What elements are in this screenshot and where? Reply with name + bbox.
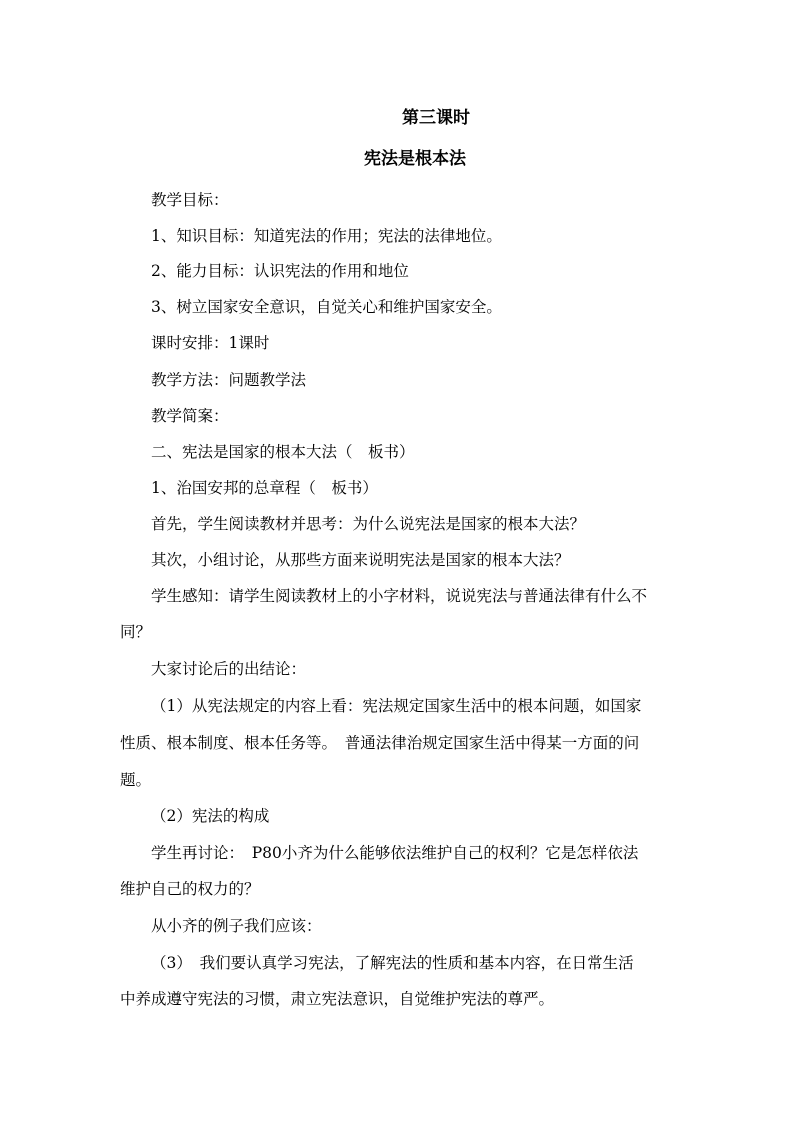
subsection-heading: 1、治国安邦的总章程（ 板书）	[151, 479, 378, 497]
teaching-method: 教学方法：问题教学法	[151, 371, 307, 389]
teaching-outline-heading: 教学简案：	[151, 407, 229, 425]
paragraph-line: （2）宪法的构成	[151, 807, 270, 825]
paragraph-line: 大家讨论后的出结论：	[151, 660, 307, 678]
section-heading: 二、宪法是国家的根本大法（ 板书）	[151, 443, 415, 461]
lesson-subtitle: 宪法是根本法	[364, 149, 466, 169]
paragraph-line: 学生再讨论： P80小齐为什么能够依法维护自己的权利？它是怎样依法	[151, 844, 639, 862]
objective-knowledge: 1、知识目标：知道宪法的作用；宪法的法律地位。	[151, 227, 502, 245]
paragraph-line: 首先，学生阅读教材并思考：为什么说宪法是国家的根本大法？	[151, 515, 586, 533]
paragraph-line: （1）从宪法规定的内容上看：宪法规定国家生活中的根本问题，如国家	[151, 697, 642, 715]
paragraph-line: 维护自己的权力的？	[120, 880, 260, 898]
paragraph-line: 题。	[120, 771, 152, 789]
class-schedule: 课时安排：1课时	[151, 334, 270, 352]
teaching-objectives-heading: 教学目标：	[151, 191, 229, 209]
objective-security: 3、树立国家安全意识，自觉关心和维护国家安全。	[151, 298, 502, 316]
paragraph-line: 其次，小组讨论，从那些方面来说明宪法是国家的根本大法？	[151, 551, 570, 569]
paragraph-line: 学生感知：请学生阅读教材上的小字材料，说说宪法与普通法律有什么不	[151, 587, 648, 605]
objective-ability: 2、能力目标：认识宪法的作用和地位	[151, 262, 409, 280]
paragraph-line: （3） 我们要认真学习宪法，了解宪法的性质和基本内容，在日常生活	[151, 954, 634, 972]
lesson-title: 第三课时	[402, 108, 470, 128]
paragraph-line: 从小齐的例子我们应该：	[151, 917, 322, 935]
paragraph-line: 性质、根本制度、根本任务等。 普通法律治规定国家生活中得某一方面的问	[120, 734, 640, 752]
paragraph-line: 中养成遵守宪法的习惯，肃立宪法意识，自觉维护宪法的尊严。	[120, 990, 555, 1008]
paragraph-line: 同？	[120, 623, 152, 641]
